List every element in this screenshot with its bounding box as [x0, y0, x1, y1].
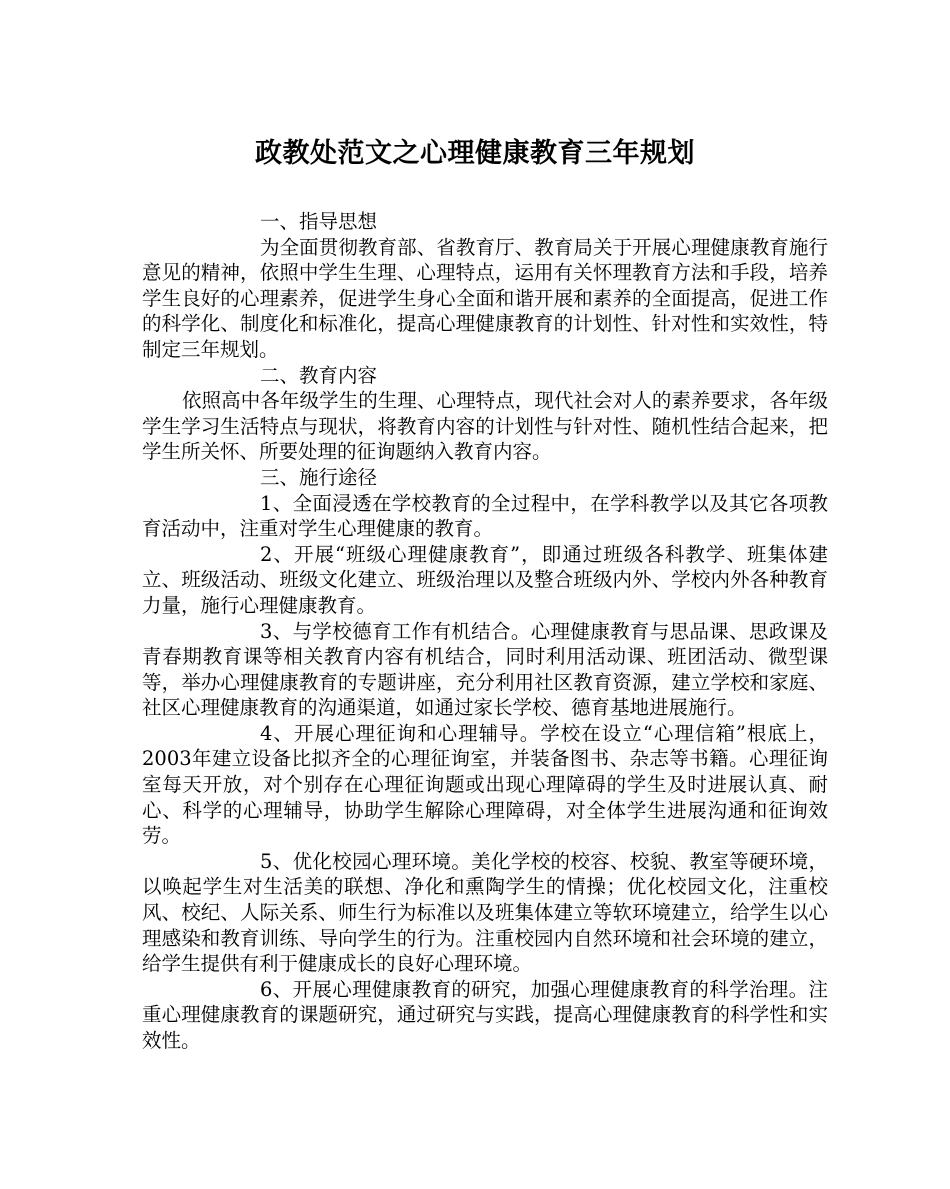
section-heading-guiding-ideology: 一、指导思想	[260, 210, 378, 233]
section-heading-implementation-approach: 三、施行途径	[260, 465, 378, 489]
paragraph-approach-4: 4、开展心理征询和心理辅导。学校在设立“心理信箱”根底上，2003年建立设备比拟齐全的心理征询室，并装备图书、杂志等书籍。心理征询室每天开放，对个别存在心理征询题或出现心理障碍的学生及时进展认真、耐心、科学的心理辅导，协助学生解除心理障碍，对全体学生进展沟通和征询效劳。	[142, 721, 828, 848]
section-heading-education-content: 二、教育内容	[260, 363, 378, 387]
paragraph-guiding-ideology: 为全面贯彻教育部、省教育厅、教育局关于开展心理健康教育施行意见的精神，依照中学生生理、心理特点，运用有关怀理教育方法和手段，培养学生良好的心理素养，促进学生身心全面和谐开展和素养的全面提高，促进工作的科学化、制度化和标准化，提高心理健康教育的计划性、针对性和实效性，特制定三年规划。	[142, 235, 828, 361]
paragraph-approach-5: 5、优化校园心理环境。美化学校的校容、校貌、教室等硬环境，以唤起学生对生活美的联想、净化和熏陶学生的情操；优化校园文化，注重校风、校纪、人际关系、师生行为标准以及班集体建立等软环境建立，给学生以心理感染和教育训练、导向学生的行为。注重校园内自然环境和社会环境的建立，给学生提供有利于健康成长的良好心理环境。	[142, 849, 828, 976]
paragraph-approach-3: 3、与学校德育工作有机结合。心理健康教育与思品课、思政课及青春期教育课等相关教育内容有机结合，同时利用活动课、班团活动、微型课等，举办心理健康教育的专题讲座，充分利用社区教育资源，建立学校和家庭、社区心理健康教育的沟通渠道，如通过家长学校、德育基地进展施行。	[142, 619, 828, 720]
paragraph-approach-1: 1、全面浸透在学校教育的全过程中，在学科教学以及其它各项教育活动中，注重对学生心理健康的教育。	[142, 491, 828, 541]
document-body	[142, 209, 828, 1054]
paragraph-education-content: 依照高中各年级学生的生理、心理特点，现代社会对人的素养要求，各年级学生学习生活特点与现状，将教育内容的计划性与针对性、随机性结合起来，把学生所关怀、所要处理的征询题纳入教育内容。	[142, 389, 828, 464]
document-title: 政教处范文之心理健康教育三年规划	[255, 138, 695, 169]
paragraph-approach-2: 2、开展“班级心理健康教育”，即通过班级各科教学、班集体建立、班级活动、班级文化建立、班级治理以及整合班级内外、学校内外各种教育力量，施行心理健康教育。	[142, 542, 828, 617]
paragraph-approach-6: 6、开展心理健康教育的研究，加强心理健康教育的科学治理。注重心理健康教育的课题研究，通过研究与实践，提高心理健康教育的科学性和实效性。	[142, 977, 828, 1052]
